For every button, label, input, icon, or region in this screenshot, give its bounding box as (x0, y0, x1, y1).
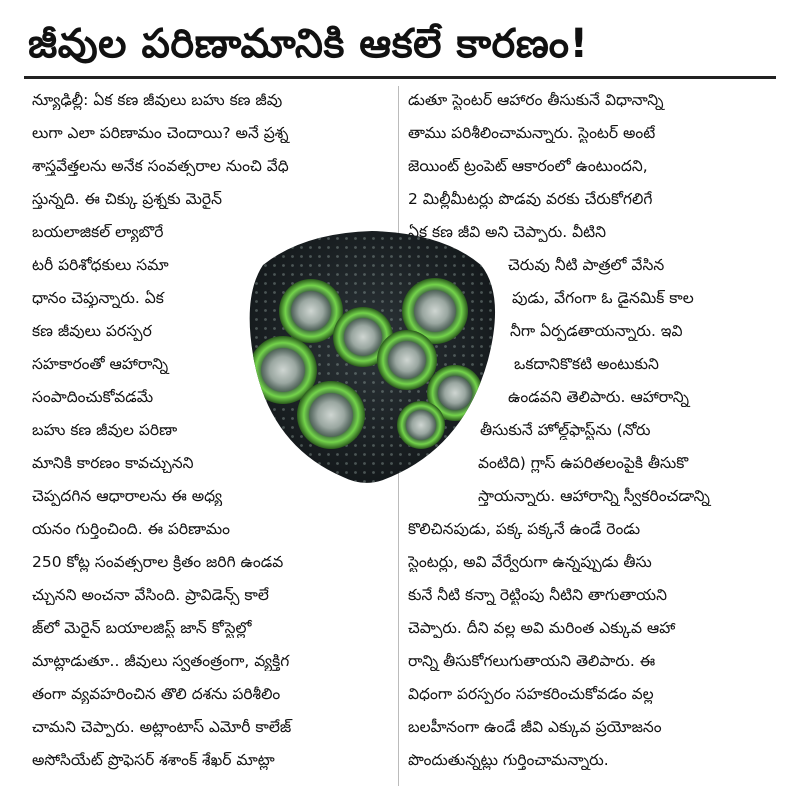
article-line: పొందుతున్నట్లు గుర్తించామన్నారు. (408, 751, 609, 769)
headline: జీవుల పరిణామానికి ఆకలే కారణం! (28, 21, 589, 67)
article-line: బహు కణ జీవుల పరిణా (32, 421, 178, 439)
article-line: స్తున్నది. ఈ చిక్కు ప్రశ్నకు మెరైన్ (32, 190, 222, 208)
article-line: ధానం చెప్తున్నారు. ఏక (32, 289, 164, 307)
colonial-microorganism-image (243, 225, 501, 487)
article-line: తాము పరిశీలించామన్నారు. స్టెంటర్ అంటే (408, 124, 656, 142)
article-line: బయలాజికల్ ల్యాబొరే (32, 223, 164, 241)
article-line: ఏక కణ జీవి అని చెప్పారు. వీటిని (408, 223, 606, 241)
article-line: చామని చెప్పారు. అట్లాంటాస్ ఎమోరీ కాలేజ్ (32, 718, 292, 736)
article-line: ఉండవని తెలిపారు. ఆహారాన్ని (508, 388, 689, 406)
article-line: మాట్లాడుతూ.. జీవులు స్వతంత్రంగా, వ్యక్తిగ (32, 652, 290, 670)
article-line: న్యూఢిల్లీ: ఏక కణ జీవులు బహు కణ జీవు (32, 91, 283, 109)
article-line: డుతూ స్టెంటర్ ఆహారం తీసుకునే విధానాన్ని (408, 91, 664, 109)
article-line: చెప్పారు. దీని వల్ల అవి మరింత ఎక్కువ ఆహా (408, 619, 676, 637)
headline-rule (24, 76, 776, 79)
article-line: జ్‌లో మెరైన్ బయాలజిస్ట్ జాన్ కోస్టెల్లో (32, 619, 252, 637)
article-line: సహకారంతో ఆహారాన్ని (32, 355, 169, 373)
article-line: కొలిచినపుడు, పక్క పక్కనే ఉండే రెండు (408, 520, 641, 538)
article-line: శాస్త్రవేత్తలను అనేక సంవత్సరాల నుంచి వేధి (32, 157, 289, 175)
article-line: చ్చునని అంచనా వేసింది. ప్రావిడెన్స్ కాలే (32, 586, 269, 604)
article-line: సంపాదించుకోవడమే (32, 388, 154, 406)
article-line: రాన్ని తీసుకోగలుగుతాయని తెలిపారు. ఈ (408, 652, 656, 670)
article-line: జెయింట్ ట్రంపెట్ ఆకారంలో ఉంటుందని, (408, 157, 648, 175)
article-line: పుడు, వేగంగా ఓ డైనమిక్ కాల (512, 289, 694, 307)
article-line: కణ జీవులు పరస్పర (32, 322, 152, 340)
article-line: నీగా ఏర్పడతాయన్నారు. ఇవి (510, 322, 683, 340)
article-line: తీసుకునే హోల్డ్‌ఫాస్ట్‌ను (నోరు (480, 421, 651, 439)
article-line: విధంగా పరస్పరం సహకరించుకోవడం వల్ల (408, 685, 654, 703)
article-line: చెరువు నీటి పాత్రలో వేసిన (508, 256, 665, 274)
article-line: వంటిది) గ్లాస్ ఉపరితలంపైకి తీసుకొ (478, 454, 689, 472)
article-line: 250 కోట్ల సంవత్సరాల క్రితం జరిగి ఉండవ (32, 553, 284, 571)
article-line: బలహీనంగా ఉండే జీవి ఎక్కువ ప్రయోజనం (408, 718, 662, 736)
article-line: మానికి కారణం కావచ్చునని (32, 454, 194, 472)
article-line: తంగా వ్యవహరించిన తొలి దశను పరిశీలిం (32, 685, 281, 703)
article-line: ఒకదానికొకటి అంటుకుని (514, 355, 659, 373)
article-line: స్టెంటర్లు, అవి వేర్వేరుగా ఉన్నప్పుడు తీసు (408, 553, 652, 571)
cell-8 (397, 401, 445, 449)
article-line: అసోసియేట్ ప్రొఫెసర్ శశాంక్ శేఖర్ మాట్లా (32, 751, 275, 769)
cell-5 (377, 330, 437, 390)
article-line: లుగా ఎలా పరిణామం చెందాయి? అనే ప్రశ్న (32, 124, 289, 142)
article-line: టరీ పరిశోధకులు సమా (32, 256, 169, 274)
article-line: కునే నీటి కన్నా రెట్టింపు నీటిని తాగుతాయని (408, 586, 667, 604)
article-line: 2 మిల్లీమీటర్లు పొడవు వరకు చేరుకోగలిగే (408, 190, 653, 208)
article-line: చెప్పదగిన ఆధారాలను ఈ అధ్య (32, 487, 223, 505)
cell-7 (297, 381, 365, 449)
article-line: యనం గుర్తించింది. ఈ పరిణామం (32, 520, 230, 538)
article-line: స్తాయన్నారు. ఆహారాన్ని స్వీకరించడాన్ని (478, 487, 710, 505)
